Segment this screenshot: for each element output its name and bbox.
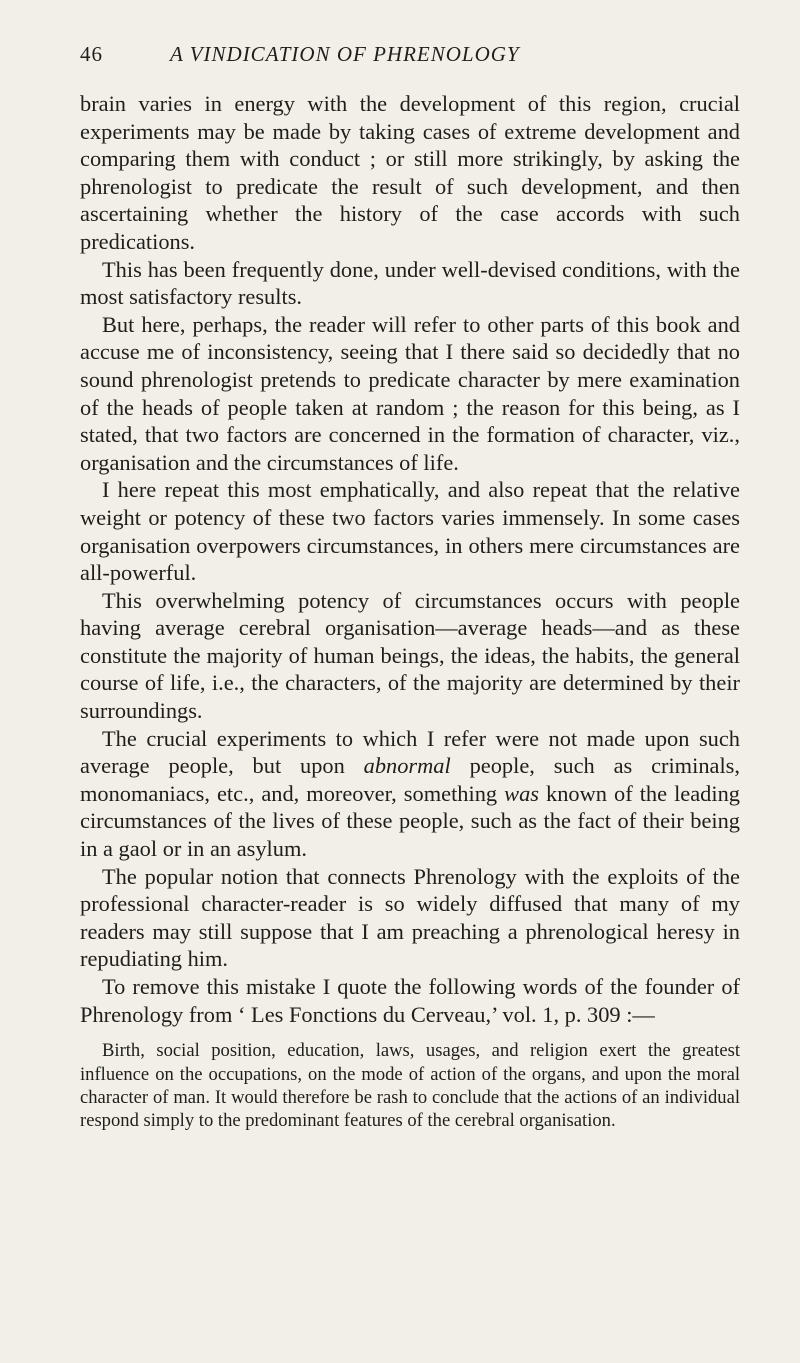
- body-text: [80, 90, 740, 1028]
- page-number: 46: [80, 42, 103, 66]
- paragraph-text: This has been frequently done, under well-devised conditions, with the most satisfactory results.: [80, 256, 740, 310]
- paragraph-text: The popular notion that connects Phrenology with the exploits of the professional character-reader is so widely diffused that many of my readers may still suppose that I am preaching a phrenological heresy in repudiating him.: [80, 863, 740, 972]
- paragraph: [80, 90, 740, 256]
- paragraph-text: people, such as criminals, monomaniacs, etc., and, moreover, something: [80, 753, 740, 806]
- block-quote: Birth, social position, education, laws, usages, and religion exert the greatest influence on the occupations, on the mode of action of the organs, and upon the moral character of man. It would therefore be rash to conclude that the actions of an individual respond simply to the predominant features of the cerebral organisation.: [80, 1040, 740, 1132]
- italic-text: was: [504, 780, 539, 806]
- paragraph: [80, 863, 740, 973]
- paragraph: [80, 587, 740, 725]
- running-head: [80, 42, 740, 82]
- paragraph-text: To remove this mistake I quote the following words of the founder of Phrenology from ‘ Les Fonctions du Cerveau,’ vol. 1, p. 309 :—: [80, 974, 740, 1027]
- paragraph-text: The crucial experiments to which I refer were not made upon such average people, but upon: [80, 725, 740, 779]
- paragraph-text: brain varies in energy with the development of this region, crucial experiments may be made by taking cases of extreme development and comparing them with conduct ; or still more strikingly, by asking the phrenologist to predicate the result of such development, and then ascertaining whether the history of the case accords with such predications.: [80, 91, 740, 254]
- paragraph: [80, 476, 740, 586]
- paragraph-text: I here repeat this most emphatically, and also repeat that the relative weight or potency of these two factors varies immensely. In some cases organisation overpowers circumstances, in others mere circumstances are all-powerful.: [80, 477, 740, 586]
- paragraph: [80, 311, 740, 477]
- paragraph-text: But here, perhaps, the reader will refer to other parts of this book and accuse me of inconsistency, seeing that I there said so decidedly that no sound phrenologist pretends to predicate character by mere examination of the heads of people taken at random ; the reason for this being, as I stated, that two factors are concerned in the formation of character, viz., organisation and the circumstances of life.: [80, 311, 740, 475]
- paragraph: [80, 973, 740, 1028]
- paragraph-text: known of the leading circumstances of the lives of these people, such as the fact of their being in a gaol or in an asylum.: [80, 780, 740, 862]
- italic-text: abnormal: [363, 753, 451, 779]
- paragraph: [80, 725, 740, 863]
- paragraph-text: This overwhelming potency of circumstances occurs with people having average cerebral organisation—average heads—and as these constitute the majority of human beings, the ideas, the habits, the general course of life, i.e., the characters, of the majority are determined by their surroundings.: [80, 587, 740, 724]
- paragraph: [80, 256, 740, 311]
- running-title: A VINDICATION OF PHRENOLOGY: [170, 42, 520, 66]
